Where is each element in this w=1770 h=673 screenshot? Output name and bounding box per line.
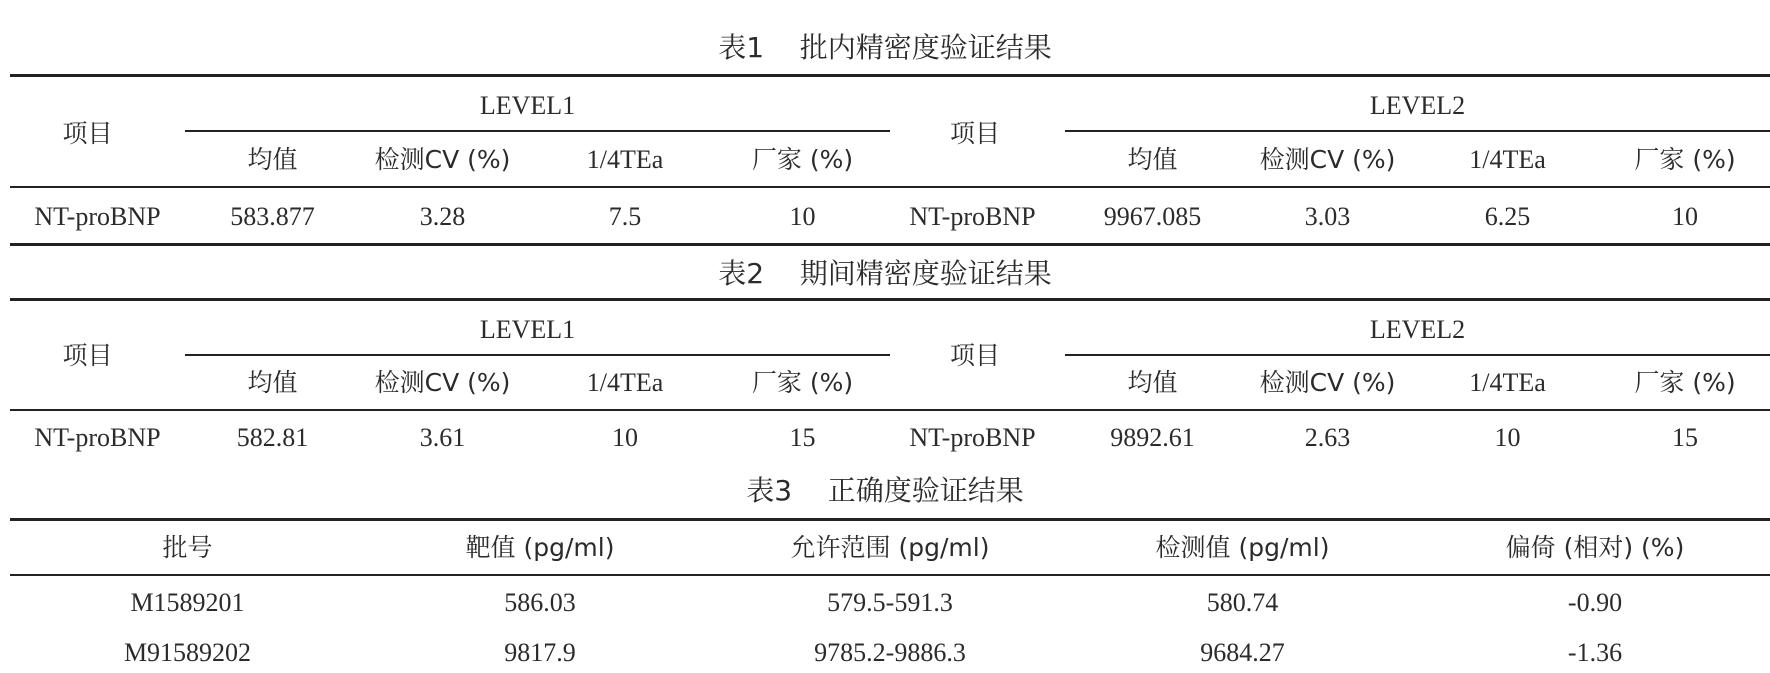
table-2-header-maker-l1: 厂家 (%) (751, 368, 854, 397)
table-2-row-item: NT-proBNP (34, 423, 161, 452)
table-1-row-l1-cv: 3.28 (419, 202, 466, 231)
table-2-level1-header: LEVEL1 (479, 315, 576, 344)
table-3-row2-batch: M91589202 (123, 638, 252, 667)
table-2-level1-rule (185, 354, 890, 356)
table-3-row2-bias: -1.36 (1567, 638, 1623, 667)
table-1-level2-header: LEVEL2 (1369, 91, 1466, 120)
table-1-top-rule (10, 74, 1770, 77)
table-1-row-l2-maker: 10 (1672, 202, 1698, 231)
table-3-header-target: 靶值 (pg/ml) (465, 533, 615, 562)
table-3-mid-rule (10, 574, 1770, 576)
table-2-header-cv-l1: 检测CV (%) (374, 368, 511, 397)
table-1-header-mean-l2: 均值 (1127, 145, 1178, 174)
table-3-header-range: 允许范围 (pg/ml) (790, 533, 990, 562)
table-2-header-mean-l1: 均值 (247, 368, 298, 397)
table-1-level1-header: LEVEL1 (479, 91, 576, 120)
table-1-header-tea-l2: 1/4TEa (1469, 145, 1546, 174)
table-2-header-mean-l2: 均值 (1127, 368, 1178, 397)
table-3-row2-range: 9785.2-9886.3 (814, 638, 966, 667)
table-3-row1-batch: M1589201 (130, 588, 245, 617)
table-2-row-l2-cv: 2.63 (1304, 423, 1351, 452)
table-1-level2-rule (1065, 130, 1770, 132)
table-2-row-l1-tea: 10 (612, 423, 638, 452)
table-2-header-tea-l1: 1/4TEa (586, 368, 664, 397)
table-2-title: 表2 期间精密度验证结果 (718, 257, 1052, 290)
table-3-header-bias: 偏倚 (相对) (%) (1505, 533, 1685, 562)
table-2-level2-header: LEVEL2 (1369, 315, 1466, 344)
table-2-header-tea-l2: 1/4TEa (1469, 368, 1546, 397)
table-2-row-l1-cv: 3.61 (419, 423, 466, 452)
table-1-row-l2-mean: 9967.085 (1103, 202, 1202, 231)
table-1-item-header-2: 项目 (949, 119, 1000, 148)
table-3-row1-bias: -0.90 (1567, 588, 1623, 617)
table-1-row-item: NT-proBNP (34, 202, 161, 231)
table-2-row-l1-mean: 582.81 (236, 423, 309, 452)
table-1-row-l2-cv: 3.03 (1304, 202, 1351, 231)
table-2-row-l2-maker: 15 (1672, 423, 1698, 452)
table-2-top-rule (10, 298, 1770, 301)
table-2-row-l1-maker: 15 (789, 423, 816, 452)
table-2-item-header: 项目 (62, 341, 113, 370)
table-1-title: 表1 批内精密度验证结果 (718, 31, 1052, 64)
table-3-row1-range: 579.5-591.3 (827, 588, 953, 617)
table-2-mid-rule (10, 409, 1770, 411)
table-3-top-rule (10, 518, 1770, 521)
table-2-row-l2-tea: 10 (1494, 423, 1521, 452)
table-1-header-maker-l2: 厂家 (%) (1634, 145, 1736, 174)
table-2-header-maker-l2: 厂家 (%) (1634, 368, 1736, 397)
table-2-row-item-2: NT-proBNP (909, 423, 1036, 452)
table-1-bottom-rule (10, 243, 1770, 246)
table-1-row-l1-maker: 10 (789, 202, 816, 231)
table-3-header-measured: 检测值 (pg/ml) (1155, 533, 1330, 562)
table-2-row-l2-mean: 9892.61 (1110, 423, 1195, 452)
table-2-header-cv-l2: 检测CV (%) (1259, 368, 1396, 397)
table-1-header-cv-l1: 检测CV (%) (374, 145, 511, 174)
table-1-mid-rule (10, 186, 1770, 188)
table-1-row-item-2: NT-proBNP (909, 202, 1036, 231)
table-2-item-header-2: 项目 (949, 341, 1000, 370)
table-1-header-tea-l1: 1/4TEa (586, 145, 664, 174)
table-3-title: 表3 正确度验证结果 (746, 474, 1024, 507)
table-1-item-header: 项目 (62, 119, 113, 148)
table-1-row-l1-tea: 7.5 (608, 202, 642, 231)
table-3-row2-target: 9817.9 (504, 638, 576, 667)
table-1-level1-rule (185, 130, 890, 132)
table-1-row-l1-mean: 583.877 (230, 202, 315, 231)
table-3-row1-measured: 580.74 (1206, 588, 1279, 617)
table-3-row2-measured: 9684.27 (1200, 638, 1285, 667)
table-1-header-mean-l1: 均值 (247, 145, 298, 174)
table-3-row1-target: 586.03 (504, 588, 576, 617)
table-1-header-cv-l2: 检测CV (%) (1259, 145, 1396, 174)
table-1-header-maker-l1: 厂家 (%) (751, 145, 854, 174)
table-1-row-l2-tea: 6.25 (1484, 202, 1531, 231)
table-3-header-batch: 批号 (162, 533, 213, 562)
table-2-level2-rule (1065, 354, 1770, 356)
